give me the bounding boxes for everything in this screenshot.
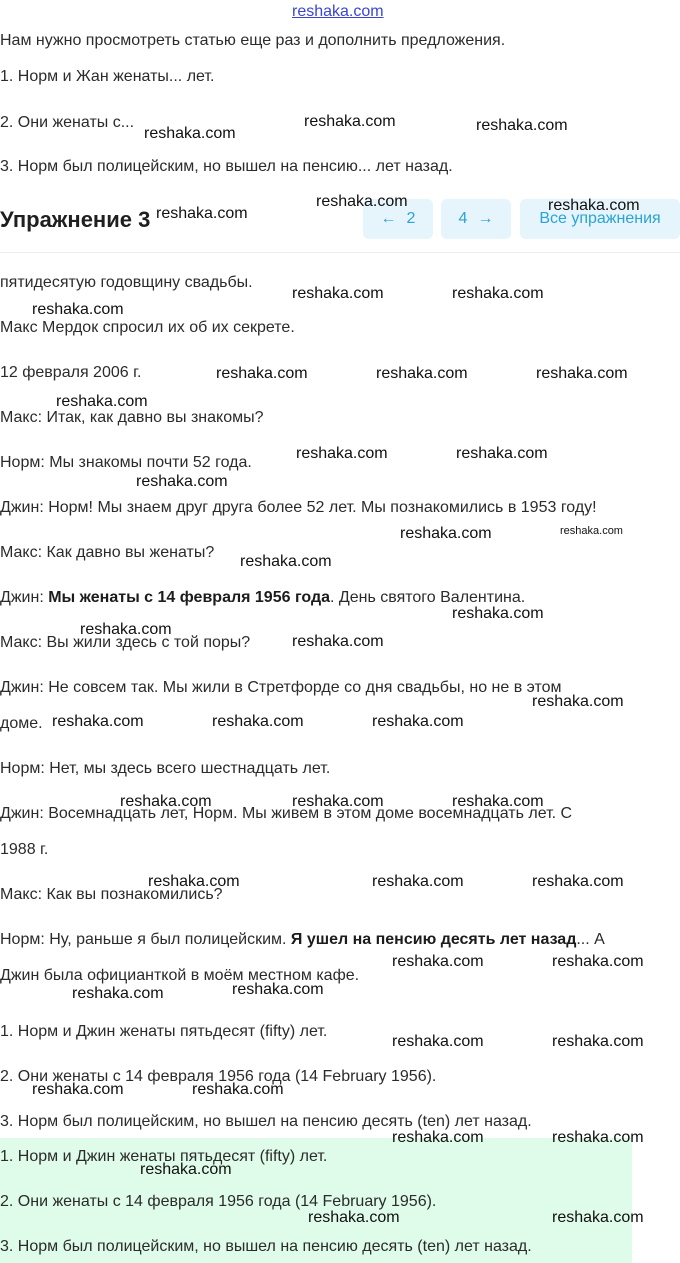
watermark: reshaka.com (212, 713, 304, 730)
watermark: reshaka.com (72, 985, 164, 1002)
highlighted-phrase: Мы женаты с 14 февраля 1956 года (48, 589, 331, 606)
watermark: reshaka.com (52, 713, 144, 730)
watermark: reshaka.com (532, 873, 624, 890)
watermark: reshaka.com (156, 205, 248, 222)
watermark: reshaka.com (240, 553, 332, 570)
watermark: reshaka.com (552, 953, 644, 970)
answer-line: 3. Норм был полицейским, но вышел на пенсию десять (ten) лет назад. (0, 1113, 532, 1130)
all-exercises-label: Все упражнения (539, 210, 661, 227)
watermark: reshaka.com (140, 1161, 232, 1178)
text-line: Джин: Мы женаты с 14 февраля 1956 года. День святого Валентина. (0, 589, 526, 606)
watermark: reshaka.com (552, 1209, 644, 1226)
text-line: Джин была официанткой в моём местном кафе. (0, 967, 360, 984)
watermark: reshaka.com (452, 285, 544, 302)
text-line: 1988 г. (0, 841, 49, 858)
watermark: reshaka.com (376, 365, 468, 382)
question-2: 2. Они женаты с... (0, 114, 135, 131)
watermark: reshaka.com (456, 445, 548, 462)
text-line: Норм: Мы знакомы почти 52 года. (0, 454, 252, 471)
final-answer-line: 2. Они женаты с 14 февраля 1956 года (14 February 1956). (0, 1193, 437, 1210)
exercise-title: Упражнение 3 (0, 207, 151, 232)
exercise-prompt: Нам нужно просмотреть статью еще раз и дополнить предложения. (0, 32, 506, 49)
watermark: reshaka.com (400, 525, 492, 542)
next-exercise-label: 4 (458, 210, 468, 227)
watermark: reshaka.com (552, 1033, 644, 1050)
answer-line: 2. Они женаты с 14 февраля 1956 года (14 February 1956). (0, 1068, 437, 1085)
watermark: reshaka.com (536, 365, 628, 382)
final-answer-line: 1. Норм и Джин женаты пятьдесят (fifty) лет. (0, 1148, 328, 1165)
watermark: reshaka.com (372, 713, 464, 730)
watermark: reshaka.com (292, 633, 384, 650)
next-exercise-button[interactable] (441, 199, 511, 239)
watermark: reshaka.com (552, 1129, 644, 1146)
text-line: Джин: Восемнадцать лет, Норм. Мы живем в этом доме восемнадцать лет. С (0, 805, 573, 822)
prev-exercise-label: 2 (406, 210, 416, 227)
watermark: reshaka.com (216, 365, 308, 382)
text-line: 12 февраля 2006 г. (0, 364, 142, 381)
watermark: reshaka.com (120, 793, 212, 810)
watermark: reshaka.com (148, 873, 240, 890)
watermark: reshaka.com (452, 793, 544, 810)
text-line: доме. (0, 715, 43, 732)
watermark: reshaka.com (32, 1081, 124, 1098)
site-link[interactable]: reshaka.com (292, 3, 384, 20)
watermark: reshaka.com (136, 473, 228, 490)
text-line: Макс: Вы жили здесь с той поры? (0, 634, 251, 651)
watermark: reshaka.com (292, 793, 384, 810)
watermark: reshaka.com (32, 301, 124, 318)
question-1: 1. Норм и Жан женаты... лет. (0, 68, 215, 85)
text-line: Джин: Не совсем так. Мы жили в Стретфорде со дня свадьбы, но не в этом (0, 679, 562, 696)
watermark: reshaka.com (532, 693, 624, 710)
text-line: Джин: Норм! Мы знаем друг друга более 52 лет. Мы познакомились в 1953 году! (0, 499, 597, 516)
arrow-right-icon: → (477, 210, 494, 227)
text-line: Макс: Как вы познакомились? (0, 886, 223, 903)
watermark: reshaka.com (452, 605, 544, 622)
text-line: Макс Мердок спросил их об их секрете. (0, 319, 295, 336)
watermark: reshaka.com (476, 117, 568, 134)
watermark: reshaka.com (304, 113, 396, 130)
arrow-left-icon: ← (380, 210, 397, 227)
text-line: пятидесятую годовщину свадьбы. (0, 274, 253, 291)
watermark: reshaka.com (80, 621, 172, 638)
watermark: reshaka.com (392, 953, 484, 970)
watermark: reshaka.com (316, 193, 408, 210)
question-3: 3. Норм был полицейским, но вышел на пенсию... лет назад. (0, 158, 453, 175)
text-line: Норм: Ну, раньше я был полицейским. Я ушел на пенсию десять лет назад... А (0, 931, 605, 948)
watermark: reshaka.com (56, 393, 148, 410)
text-line: Макс: Как давно вы женаты? (0, 544, 215, 561)
watermark: reshaka.com (392, 1033, 484, 1050)
watermark: reshaka.com (372, 873, 464, 890)
final-answer-line: 3. Норм был полицейским, но вышел на пенсию десять (ten) лет назад. (0, 1238, 532, 1255)
watermark: reshaka.com (144, 125, 236, 142)
text-line: Макс: Итак, как давно вы знакомы? (0, 409, 264, 426)
answer-line: 1. Норм и Джин женаты пятьдесят (fifty) лет. (0, 1023, 328, 1040)
watermark: reshaka.com (232, 981, 324, 998)
watermark: reshaka.com (560, 525, 623, 537)
highlighted-phrase: Я ушел на пенсию десять лет назад (290, 931, 577, 948)
text-line: Норм: Нет, мы здесь всего шестнадцать лет. (0, 760, 331, 777)
watermark: reshaka.com (308, 1209, 400, 1226)
watermark: reshaka.com (392, 1129, 484, 1146)
watermark: reshaka.com (192, 1081, 284, 1098)
watermark: reshaka.com (292, 285, 384, 302)
watermark: reshaka.com (548, 197, 640, 214)
watermark: reshaka.com (296, 445, 388, 462)
header-divider (0, 252, 680, 253)
